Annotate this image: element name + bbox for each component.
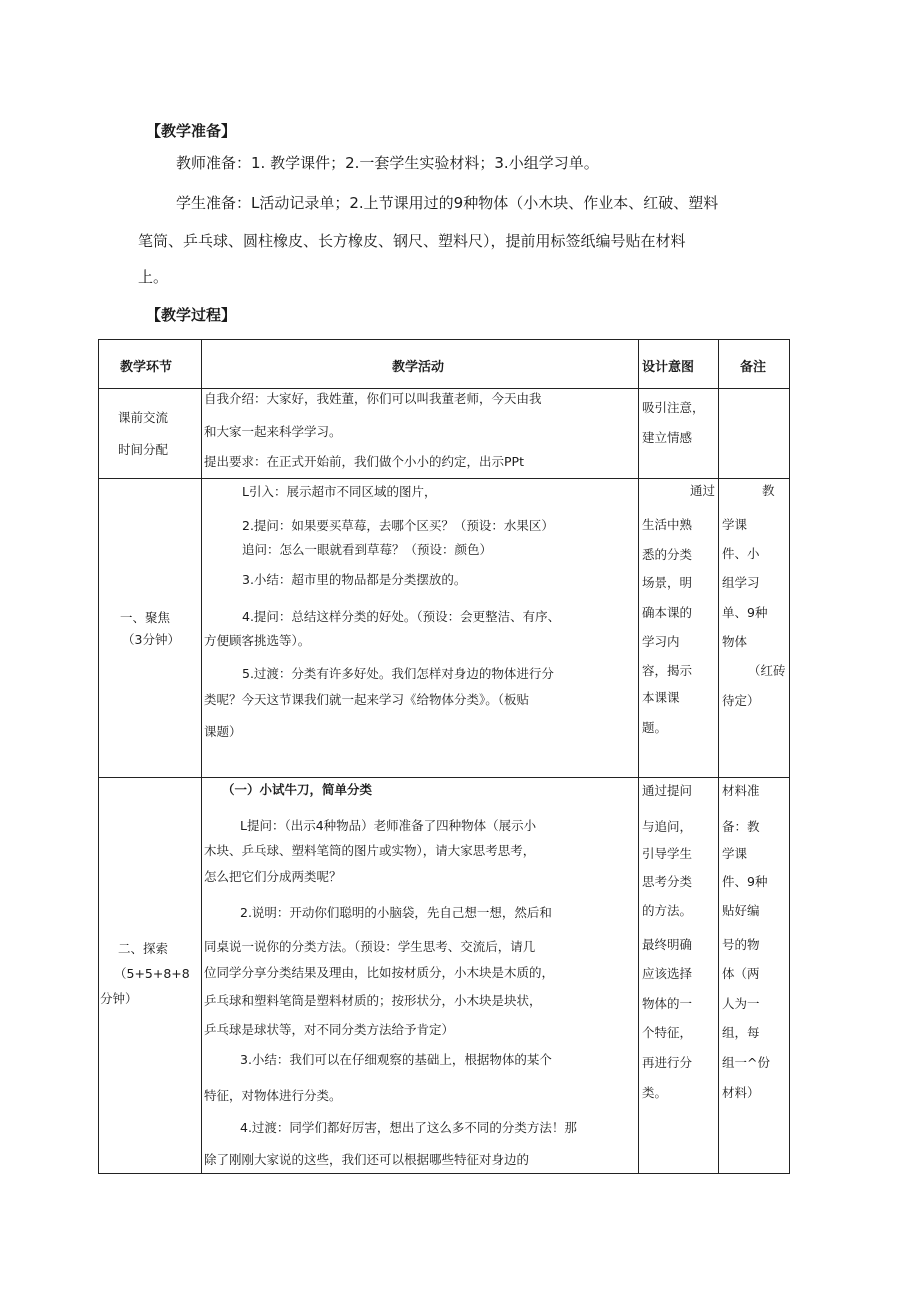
row1-intent-line: 通过 (690, 483, 716, 498)
row0-intent-line: 建立情感 (642, 430, 693, 445)
row1-activity-line: 类呢？今天这节课我们就一起来学习《给物体分类》。（板贴 (204, 692, 530, 707)
student-prep-line-1: 学生准备：L活动记录单；2.上节课用过的9种物体（小木块、作业本、红破、塑料 (176, 194, 719, 212)
row1-activity-line: 课题） (204, 724, 242, 739)
row1-intent-line: 悉的分类 (642, 547, 693, 562)
row2-notes-line: 人为一 (722, 996, 760, 1011)
row1-activity-line: 追问：怎么一眼就看到草莓？（预设：颜色） (242, 542, 493, 557)
row0-intent-line: 吸引注意， (642, 400, 705, 415)
row2-activity-line: 乒乓球和塑料笔筒是塑料材质的；按形状分，小木块是块状， (204, 993, 542, 1008)
row0-stage-line: 课前交流 (118, 410, 169, 425)
row1-notes-line: 物体 (722, 634, 748, 649)
row1-intent-line: 确本课的 (642, 605, 693, 620)
row1-notes-line: 件、小 (722, 546, 760, 561)
row2-notes-line: 件、9种 (722, 874, 768, 889)
row2-intent-line: 最终明确 (642, 937, 693, 952)
row2-intent-line: 类。 (642, 1085, 668, 1100)
header-notes: 备注 (740, 360, 767, 375)
header-intent: 设计意图 (642, 360, 695, 375)
row0-activity-line: 自我介绍：大家好，我姓董，你们可以叫我董老师，今天由我 (204, 391, 542, 406)
row1-stage-line: 一、聚焦 (120, 610, 171, 625)
row1-intent-line: 本课课 (642, 690, 680, 705)
row2-notes-line: 组一^份 (722, 1055, 770, 1070)
row2-intent-line: 物体的一 (642, 996, 693, 1011)
row1-activity-line: 3.小结：超市里的物品都是分类摆放的。 (242, 572, 467, 587)
row1-notes-line: （红砖 (748, 663, 786, 678)
header-activity: 教学活动 (392, 360, 445, 375)
row1-activity-line: 2.提问：如果要买草莓，去哪个区买？（预设：水果区） (242, 518, 554, 533)
row2-stage-line: 分钟） (100, 991, 138, 1006)
row2-activity-line: 4.过渡：同学们都好厉害，想出了这么多不同的分类方法！那 (240, 1120, 577, 1135)
row2-activity-line: 同桌说一说你的分类方法。（预设：学生思考、交流后，请几 (204, 939, 536, 954)
row1-intent-line: 题。 (642, 720, 668, 735)
row1-notes-line: 教 (762, 483, 775, 498)
row2-activity-line: 3.小结：我们可以在仔细观察的基础上，根据物体的某个 (240, 1052, 552, 1067)
header-stage: 教学环节 (120, 360, 173, 375)
row1-notes-line: 组学习 (722, 575, 760, 590)
row2-notes-line: 材料） (722, 1085, 760, 1100)
row1-notes-line: 单、9种 (722, 605, 768, 620)
row1-activity-line: 5.过渡：分类有许多好处。我们怎样对身边的物体进行分 (242, 666, 554, 681)
row2-activity-line: 特征，对物体进行分类。 (204, 1088, 342, 1103)
row2-intent-line: 与追问， (642, 819, 693, 834)
prep-heading: 【教学准备】 (146, 122, 237, 140)
row2-notes-line: 备：教 (722, 819, 760, 834)
row1-intent-line: 容，揭示 (642, 663, 693, 678)
row2-stage-line: 二、探索 (118, 941, 169, 956)
row2-activity-subheading: （一）小试牛刀，简单分类 (222, 782, 373, 797)
student-prep-line-2: 笔筒、乒乓球、圆柱橡皮、长方橡皮、钢尺、塑料尺），提前用标签纸编号贴在材料 (138, 232, 686, 250)
row2-intent-line: 通过提问 (642, 783, 693, 798)
row1-activity-line: 4.提问：总结这样分类的好处。（预设：会更整洁、有序、 (242, 609, 561, 624)
row0-stage-line: 时间分配 (118, 442, 169, 457)
row1-activity-line: L引入：展示超市不同区域的图片， (242, 484, 437, 499)
row1-intent-line: 学习内 (642, 634, 680, 649)
row2-activity-line: 木块、乒乓球、塑料笔筒的图片或实物），请大家思考思考， (204, 843, 536, 858)
row2-notes-line: 组，每 (722, 1025, 760, 1040)
row2-intent-line: 再进行分 (642, 1055, 693, 1070)
row2-activity-line: 2.说明：开动你们聪明的小脑袋，先自己想一想，然后和 (240, 905, 552, 920)
row1-notes-line: 待定） (722, 693, 760, 708)
row2-intent-line: 的方法。 (642, 903, 693, 918)
row2-stage-line: （5+5+8+8 (114, 966, 190, 981)
teacher-prep-line: 教师准备：1. 教学课件；2.一套学生实验材料；3.小组学习单。 (176, 154, 599, 172)
row2-activity-line: L提问：（出示4种物品）老师准备了四种物体（展示小 (240, 818, 537, 833)
row2-activity-line: 除了刚刚大家说的这些，我们还可以根据哪些特征对身边的 (204, 1152, 530, 1167)
row2-notes-line: 体（两 (722, 966, 760, 981)
row2-notes-line: 贴好编 (722, 903, 760, 918)
row0-activity-line: 提出要求：在正式开始前，我们做个小小的约定，出示PPt (204, 454, 524, 469)
row2-notes-line: 学课 (722, 846, 748, 861)
row2-notes-line: 材料准 (722, 783, 760, 798)
row2-activity-line: 怎么把它们分成两类呢？ (204, 869, 342, 884)
row2-intent-line: 思考分类 (642, 874, 693, 889)
row1-stage-line: （3分钟） (122, 632, 180, 647)
row2-intent-line: 应该选择 (642, 966, 693, 981)
row2-notes-line: 号的物 (722, 937, 760, 952)
row2-activity-line: 乒乓球是球状等，对不同分类方法给予肯定） (204, 1022, 455, 1037)
row1-intent-line: 生活中熟 (642, 517, 693, 532)
row0-activity-line: 和大家一起来科学学习。 (204, 424, 342, 439)
process-heading: 【教学过程】 (146, 306, 237, 324)
row2-activity-line: 位同学分享分类结果及理由，比如按材质分，小木块是木质的， (204, 965, 555, 980)
row2-intent-line: 个特征， (642, 1025, 693, 1040)
row1-activity-line: 方便顾客挑选等）。 (204, 633, 311, 648)
row2-intent-line: 引导学生 (642, 846, 693, 861)
row1-intent-line: 场景，明 (642, 575, 693, 590)
row1-notes-line: 学课 (722, 517, 748, 532)
student-prep-line-3: 上。 (138, 268, 169, 286)
